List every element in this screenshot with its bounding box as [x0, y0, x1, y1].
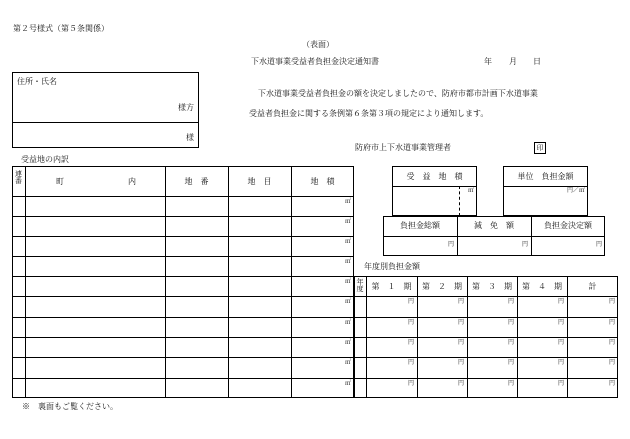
area-unit: ㎡	[344, 319, 351, 326]
land-category-header: 地 目	[247, 177, 272, 186]
address-name-label: 住所・氏名	[17, 77, 57, 86]
unit-price-label: 単位 負担金額	[517, 172, 574, 181]
area-unit: ㎡	[344, 238, 351, 245]
town-header: 町	[56, 177, 64, 186]
yen-unit: 円	[507, 380, 514, 387]
yen-unit: 円	[457, 319, 464, 326]
area-unit: ㎡	[344, 218, 351, 225]
yen-unit: 円	[557, 339, 564, 346]
land-table[interactable]	[12, 166, 354, 398]
yen-unit: 円	[557, 380, 564, 387]
period-1-header: 第 １ 期	[371, 282, 412, 291]
serial-header-char-1: 連	[15, 170, 22, 178]
yen-unit: 円	[557, 319, 564, 326]
benefit-area-label: 受 益 地 積	[406, 172, 463, 181]
block-header: 内	[128, 177, 136, 186]
seal-mark: 印	[534, 142, 546, 154]
yearly-section-label: 年度別負担金額	[364, 262, 420, 271]
benefit-area-unit: ㎡	[467, 187, 474, 194]
period-2-header: 第 ２ 期	[422, 282, 462, 291]
side-label: （表面）	[302, 40, 334, 49]
yen-unit: 円	[608, 319, 615, 326]
recipient-divider	[12, 122, 199, 123]
exemption-amount-header: 減 免 額	[474, 221, 514, 230]
decided-amount-unit: 円	[595, 241, 602, 248]
exemption-amount-unit: 円	[521, 241, 528, 248]
yen-unit: 円	[608, 298, 615, 305]
area-unit: ㎡	[344, 380, 351, 387]
area-unit: ㎡	[344, 278, 351, 285]
date-year-label: 年	[484, 57, 492, 66]
year-header-char-2: 度	[356, 285, 364, 294]
decided-amount-header: 負担金決定額	[544, 221, 592, 230]
notice-line-1: 下水道事業受益者負担金の額を決定しましたので、防府市都市計画下水道事業	[258, 89, 538, 98]
date-day-label: 日	[533, 57, 541, 66]
form-number: 第２号様式（第５条関係）	[13, 24, 109, 33]
yen-unit: 円	[608, 359, 615, 366]
yen-unit: 円	[557, 298, 564, 305]
yen-unit: 円	[507, 298, 514, 305]
yen-unit: 円	[507, 339, 514, 346]
yen-unit: 円	[457, 359, 464, 366]
total-amount-header: 負担金総額	[400, 221, 440, 230]
yen-unit: 円	[608, 339, 615, 346]
yen-unit: 円	[407, 298, 414, 305]
serial-header-char-2: 番	[15, 177, 22, 186]
yen-unit: 円	[557, 359, 564, 366]
total-amount-unit: 円	[447, 241, 454, 248]
issuer-name: 防府市上下水道事業管理者	[355, 143, 451, 152]
area-unit: ㎡	[344, 298, 351, 305]
sama-label: 様	[186, 133, 194, 142]
yen-unit: 円	[407, 359, 414, 366]
document-title: 下水道事業受益者負担金決定通知書	[251, 57, 379, 66]
date-month-label: 月	[509, 57, 517, 66]
year-header-char-1: 年	[356, 278, 364, 286]
yen-unit: 円	[457, 298, 464, 305]
area-header: 地 積	[310, 177, 335, 186]
yen-unit: 円	[507, 319, 514, 326]
total-header: 計	[588, 282, 597, 291]
footnote: ※ 裏面もご覧ください。	[22, 402, 118, 411]
sama-kata-label: 様方	[178, 103, 194, 112]
yen-unit: 円	[457, 380, 464, 387]
area-unit: ㎡	[344, 258, 351, 265]
serial-header	[12, 171, 25, 186]
area-unit: ㎡	[344, 198, 351, 205]
period-3-header: 第 ３ 期	[472, 282, 512, 291]
area-unit: ㎡	[344, 359, 351, 366]
area-unit: ㎡	[344, 339, 351, 346]
year-header	[354, 279, 366, 294]
yen-unit: 円	[407, 339, 414, 346]
yen-unit: 円	[407, 319, 414, 326]
period-4-header: 第 ４ 期	[522, 282, 562, 291]
notice-line-2: 受益者負担金に関する条例第６条第３項の規定により通知します。	[249, 109, 489, 118]
yen-unit: 円	[507, 359, 514, 366]
yen-unit: 円	[457, 339, 464, 346]
unit-price-unit: 円／㎡	[566, 187, 585, 194]
lot-number-header: 地 番	[184, 177, 209, 186]
yen-unit: 円	[407, 380, 414, 387]
yen-unit: 円	[608, 380, 615, 387]
land-section-label: 受益地の内訳	[21, 155, 69, 164]
